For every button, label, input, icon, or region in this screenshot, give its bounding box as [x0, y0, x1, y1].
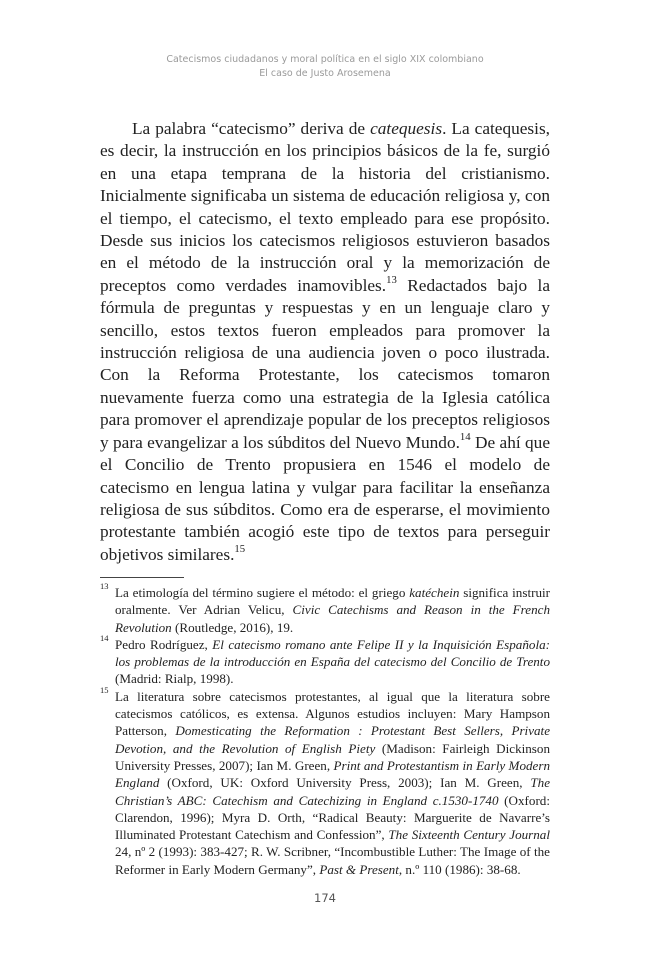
footnote-book-title: Civic Catechisms and Reason in the French Revolution: [115, 602, 550, 635]
footnote-number: 14: [100, 632, 109, 643]
running-head: [0, 53, 650, 80]
running-head-title: Catecismos ciudadanos y moral política en el siglo XIX colombiano: [166, 54, 484, 65]
footnote-text: 24, nº 2 (1993): 383-427; R. W. Scribner, “Incombustible Luther: The Image of the Reformer in Early Modern Germany”,: [115, 844, 550, 877]
body-text-segment: La palabra “catecismo” deriva de: [132, 119, 371, 138]
footnote-text: , n.º 110 (1986): 38-68.: [398, 861, 521, 877]
footnote-reference-14: 14: [459, 430, 471, 443]
footnote-15: [100, 684, 551, 878]
running-head-subtitle: El caso de Justo Arosemena: [259, 67, 391, 79]
footnote-book-title: Print and Protestantism in Early Modern England: [115, 757, 550, 791]
footnote-text: La literatura sobre catecismos protestantes, al igual que la literatura sobre catecismos católicos, es extensa. Algunos estudios incluyen: Mary Hampson Patterson,: [115, 688, 550, 739]
footnote-text: La etimología del término sugiere el método: el griego: [115, 585, 410, 600]
footnote-number: 15: [100, 684, 109, 695]
footnote-text: (Oxford, UK: Oxford University Press, 2003); Ian M. Green,: [159, 775, 531, 791]
footnote-text: (Madison: Fairleigh Dickinson University Presses, 2007); Ian M. Green,: [115, 740, 550, 773]
footnote-number: 13: [100, 581, 109, 591]
footnote-book-title: El catecismo romano ante Felipe II y la Inquisición Española: los problemas de la introducción en España del catecismo del Concilio de Trento: [115, 636, 550, 670]
body-text: [100, 118, 550, 566]
footnote-separator: [100, 577, 184, 578]
footnote-14: [100, 632, 550, 688]
footnote-book-title: Domesticating the Reformation : Protestant Best Sellers, Private Devotion, and the Revolution of English Piety: [115, 723, 551, 756]
body-text-segment: De ahí que el Concilio de Trento propusiera en 1546 el modelo de catecismo en lengua latina y vulgar para facilitar la enseñanza religiosa de sus súbditos. Como era de esperarse, el movimiento protestante también acogió este tipo de textos para perseguir objetivos similares.: [100, 432, 550, 564]
page-number: 174: [314, 891, 336, 905]
footnote-italic: katéchein: [409, 585, 460, 600]
body-italic-term: catequesis: [370, 119, 443, 138]
footnote-text: (Routledge, 2016), 19.: [171, 619, 294, 635]
footnotes: [100, 581, 551, 878]
body-text-segment: . La catequesis, es decir, la instrucción en los principios básicos de la fe, surgió en una etapa temprana de la historia del cristianismo. Inicialmente significaba un sistema de educación religiosa y, con el tiempo, el catecismo, el texto empleado para ese propósito. Desde sus inicios los catecismos religiosos estuvieron basados en el método de la instrucción oral y la memorización de preceptos como verdades inamovibles.: [100, 119, 550, 295]
footnote-13: [100, 581, 550, 636]
footnote-text: significa instruir oralmente. Ver Adrian Velicu,: [115, 585, 550, 618]
footnote-book-title: The Christian’s ABC: Catechism and Catechizing in England c.1530-1740: [115, 775, 550, 808]
body-text-segment: Redactados bajo la fórmula de preguntas y respuestas y en un lenguaje claro y sencillo, estos textos fueron empleados para promover la instrucción religiosa de una audiencia joven o poco ilustrada. Con la Reforma Protestante, los catecismos tomaron nuevamente fuerza como una estrategia de la Iglesia católica para promover el aprendizaje popular de los preceptos religiosos y para evangelizar a los súbditos del Nuevo Mundo.: [100, 275, 550, 452]
footnote-text: Pedro Rodríguez,: [115, 636, 213, 652]
footnote-journal-title: Past & Present: [319, 861, 399, 877]
footnote-text: (Madrid: Rialp, 1998).: [115, 671, 234, 687]
footnote-reference-15: 15: [234, 542, 246, 555]
footnote-reference-13: 13: [386, 274, 397, 287]
footnote-text: (Oxford: Clarendon, 1996); Myra D. Orth, “Radical Beauty: Marguerite de Navarre’s Illuminated Protestant Catechism and Confession”,: [115, 792, 550, 843]
footnote-journal-title: The Sixteenth Century Journal: [388, 827, 550, 843]
body-paragraph: [100, 118, 550, 566]
